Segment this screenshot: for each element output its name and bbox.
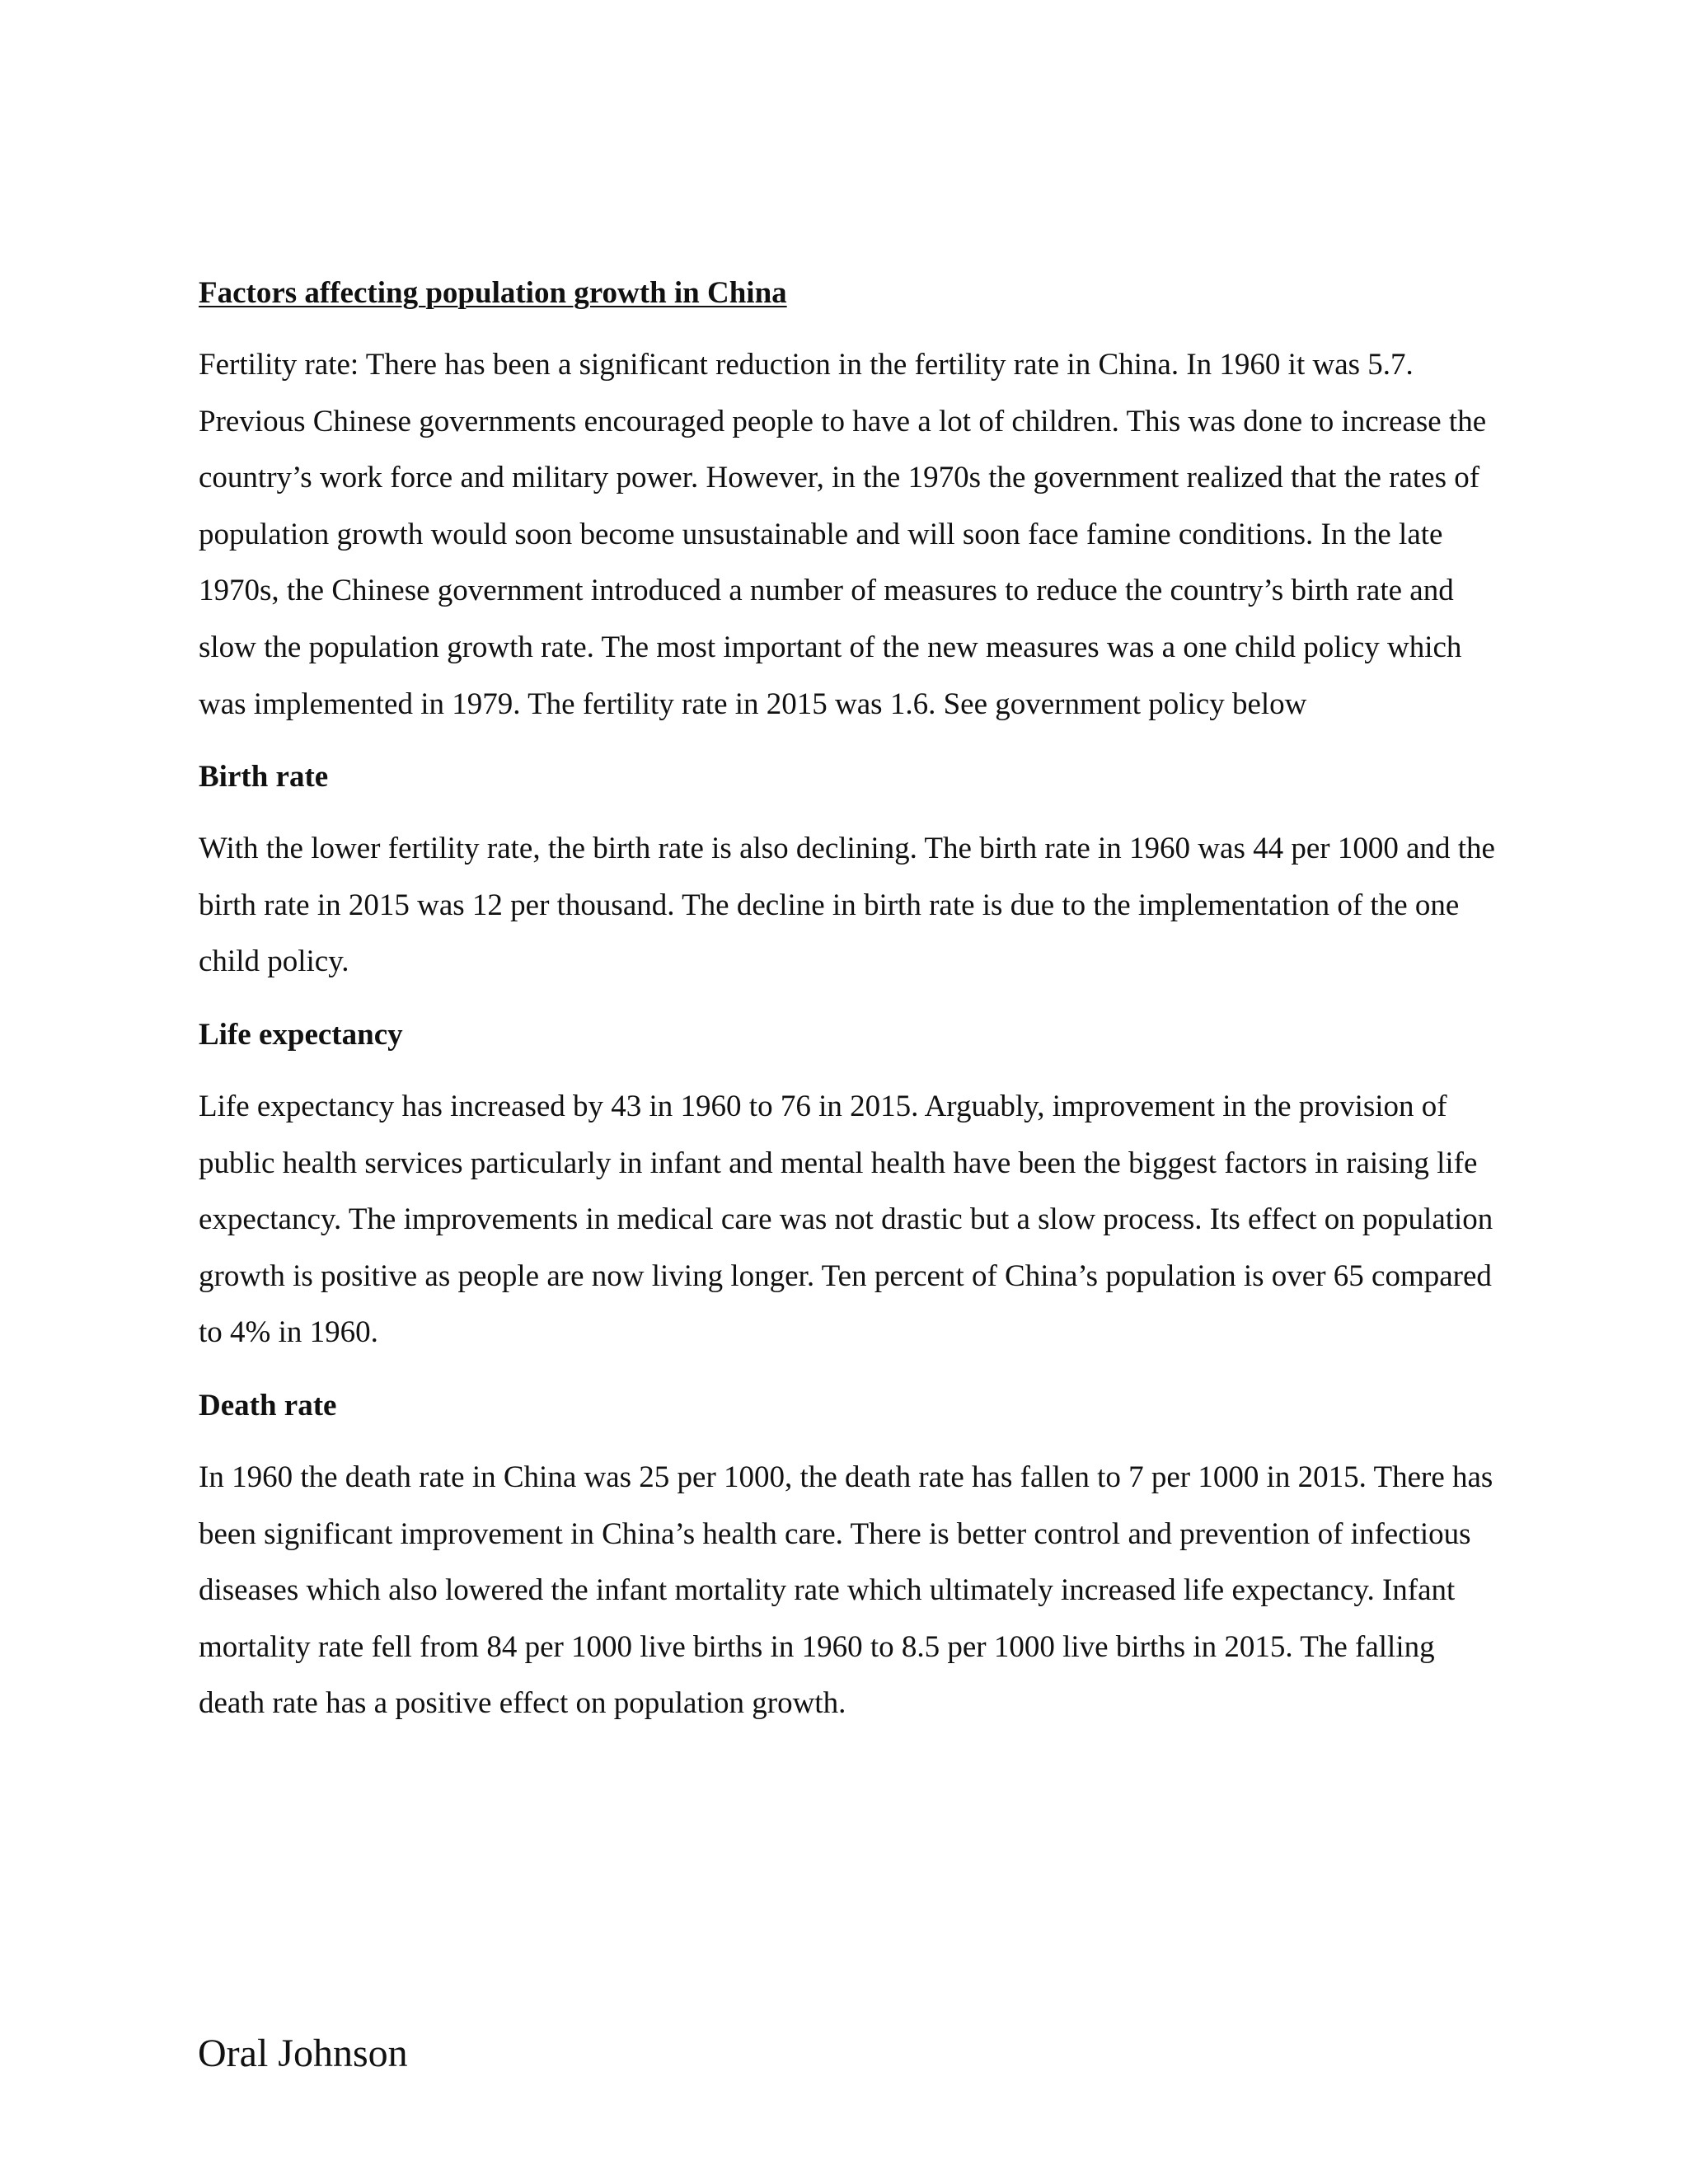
- death-rate-heading: Death rate: [199, 1388, 337, 1422]
- document-body: [199, 270, 1501, 1754]
- fertility-rate-paragraph: Fertility rate: There has been a significant reduction in the fertility rate in China. In 1960 it was 5.7. Previous Chinese governments encouraged people to have a lot of children. This was done to increase the country’s work force and military power. However, in the 1970s the government realized that the rates of population growth would soon become unsustainable and will soon face famine conditions. In the late 1970s, the Chinese government introduced a number of measures to reduce the country’s birth rate and slow the population growth rate. The most important of the new measures was a one child policy which was implemented in 1979. The fertility rate in 2015 was 1.6. See government policy below: [199, 348, 1487, 721]
- life-expectancy-paragraph: Life expectancy has increased by 43 in 1960 to 76 in 2015. Arguably, improvement in the provision of public health services particularly in infant and mental health have been the biggest factors in raising life expectancy. The improvements in medical care was not drastic but a slow process. Its effect on population growth is positive as people are now living longer. Ten percent of China’s population is over 65 compared to 4% in 1960.: [199, 1089, 1493, 1350]
- author-name: Oral Johnson: [198, 2032, 408, 2075]
- death-rate-paragraph: In 1960 the death rate in China was 25 per 1000, the death rate has fallen to 7 per 1000 in 2015. There has been significant improvement in China’s health care. There is better control and prevention of infectious diseases which also lowered the infant mortality rate which ultimately increased life expectancy. Infant mortality rate fell from 84 per 1000 live births in 1960 to 8.5 per 1000 live births in 2015. The falling death rate has a positive effect on population growth.: [199, 1460, 1493, 1721]
- birth-rate-paragraph: With the lower fertility rate, the birth rate is also declining. The birth rate in 1960 was 44 per 1000 and the birth rate in 2015 was 12 per thousand. The decline in birth rate is due to the implementation of the one child policy.: [199, 832, 1495, 979]
- document-title: Factors affecting population growth in China: [199, 276, 787, 310]
- birth-rate-heading: Birth rate: [199, 760, 329, 794]
- life-expectancy-heading: Life expectancy: [199, 1017, 403, 1052]
